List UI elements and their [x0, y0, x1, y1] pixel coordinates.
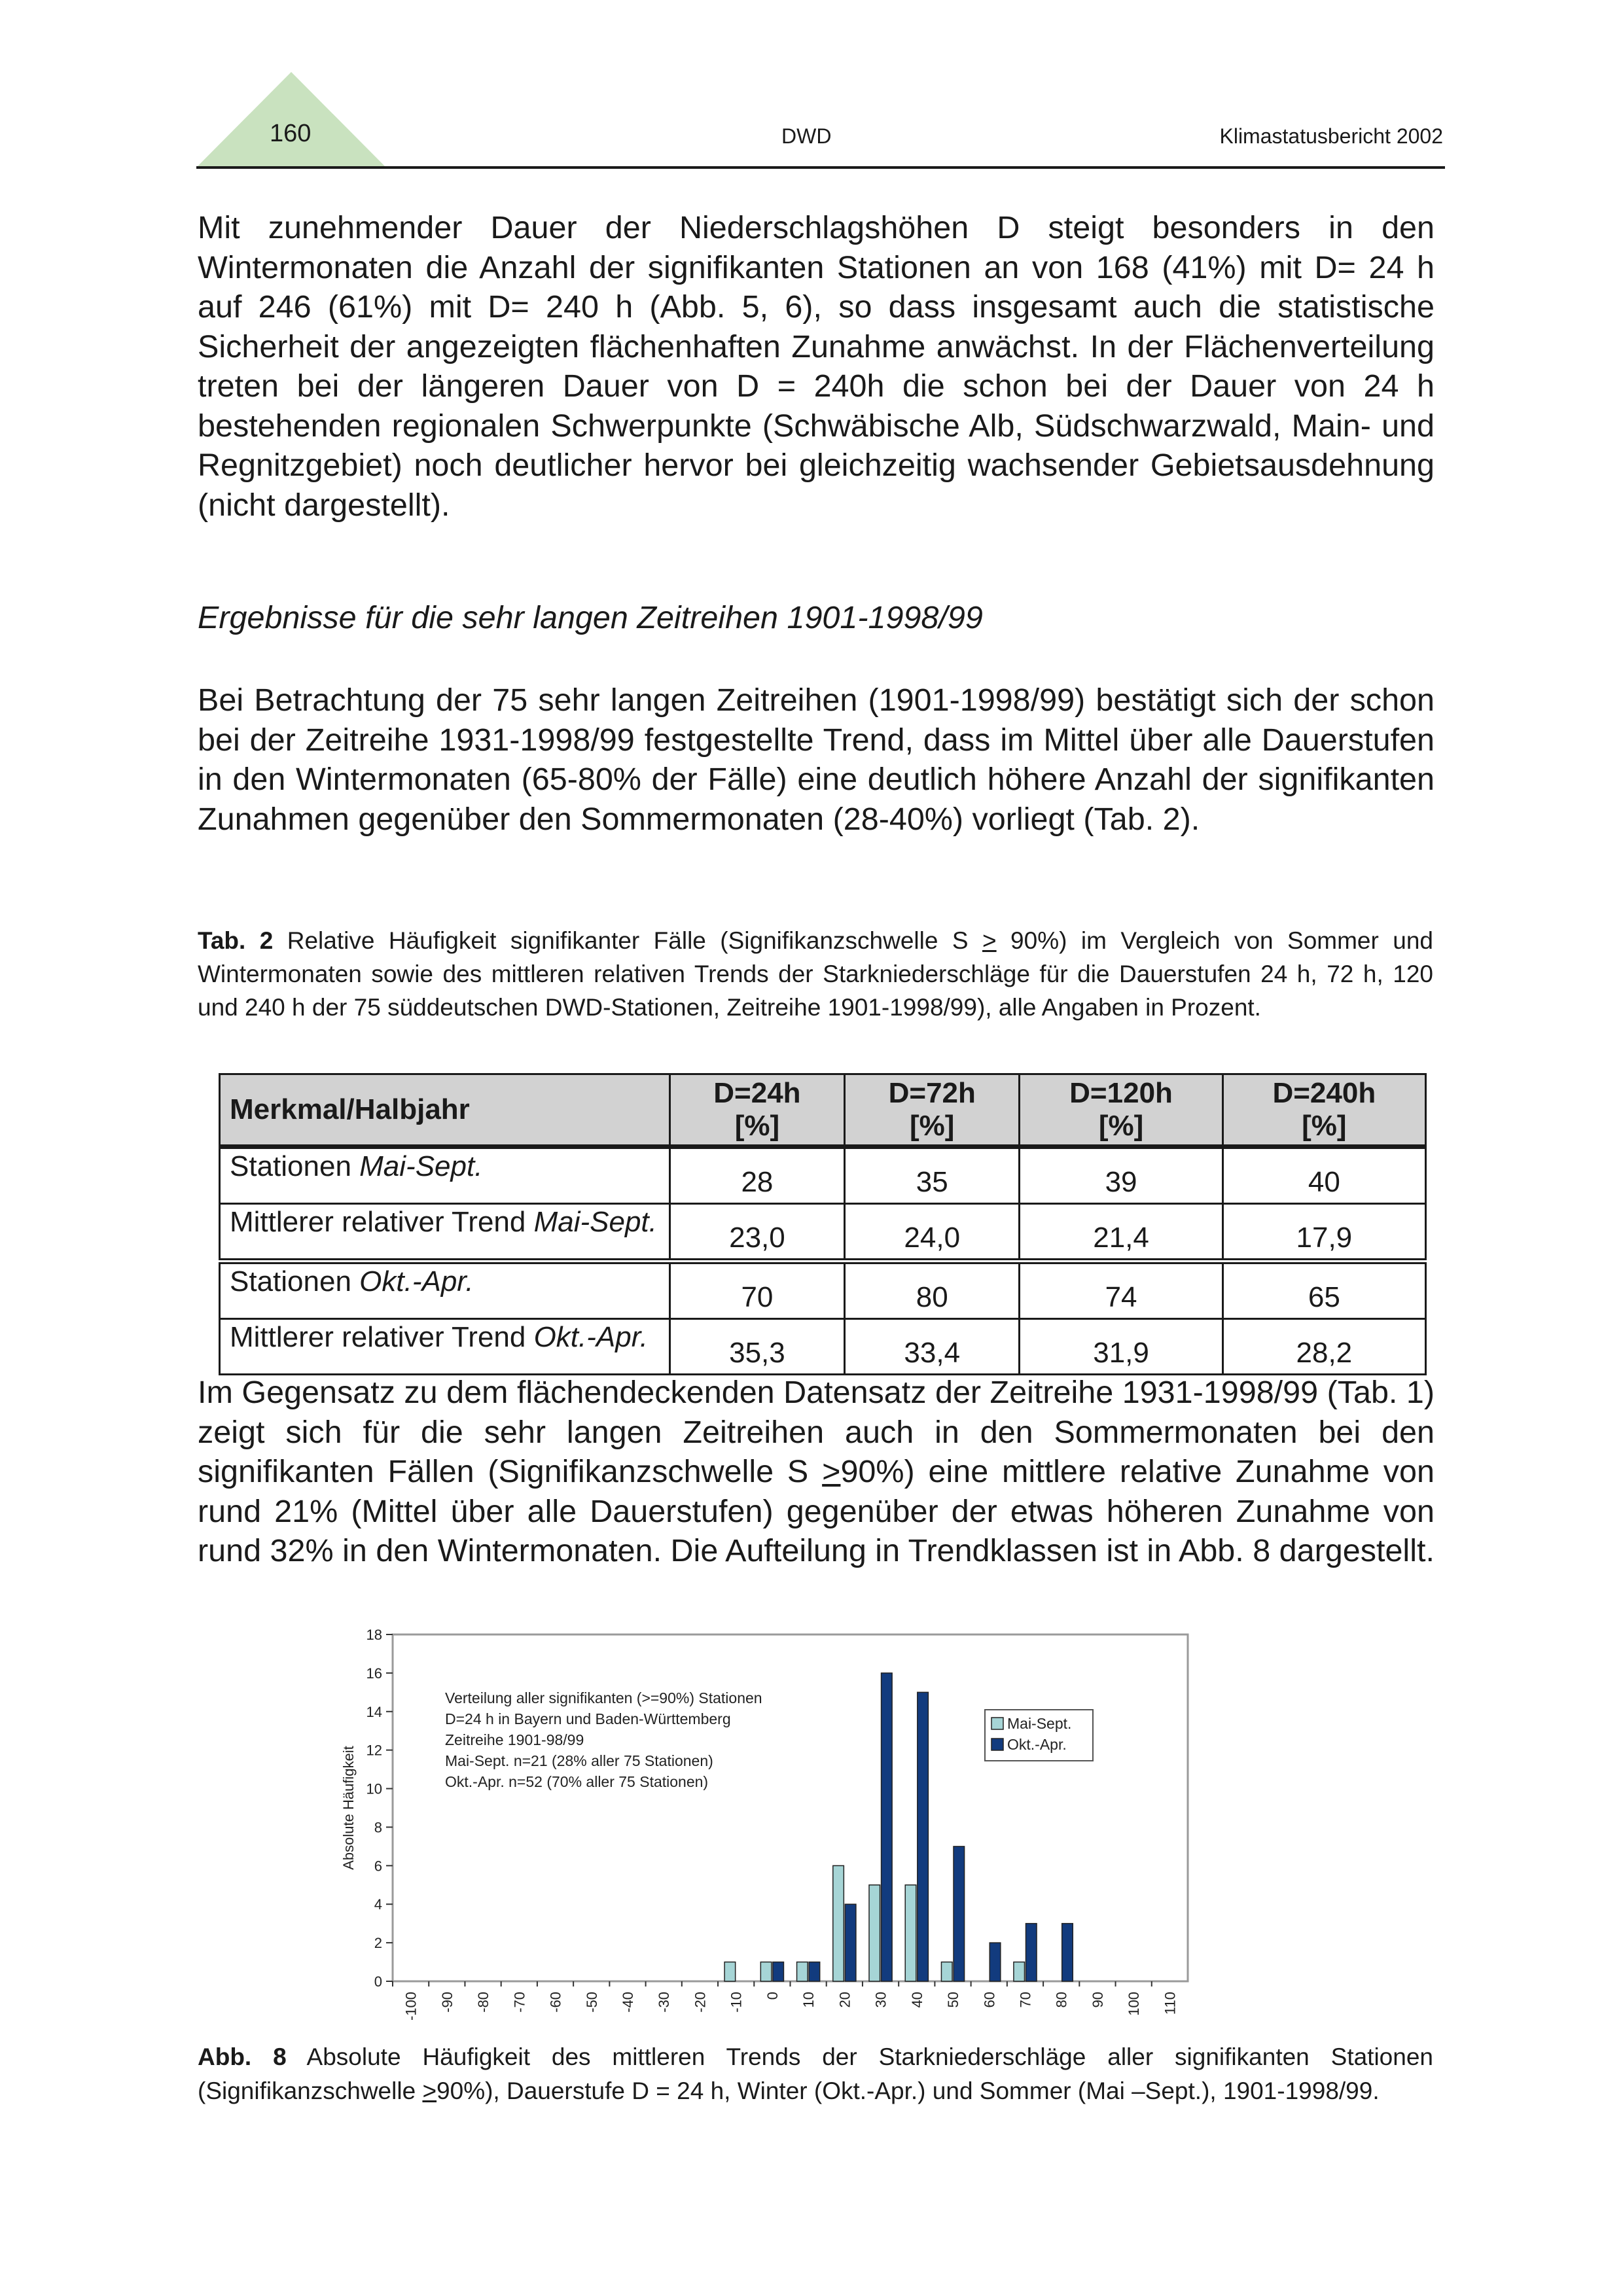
x-tick-label: -20 [692, 1992, 709, 2013]
row-label: Mittlerer relativer Trend Okt.-Apr. [220, 1319, 670, 1375]
table-row [220, 1262, 1426, 1319]
bar-mai-sept [760, 1962, 772, 1981]
section-heading: Ergebnisse für die sehr langen Zeitreihen 1901-1998/99 [198, 600, 983, 635]
paragraph-1: Mit zunehmender Dauer der Niederschlagshöhen D steigt besonders in den Wintermonaten die Anzahl der signifikanten Stationen an von 168 (41%) mit D= 24 h auf 246 (61%) mit D= 240 h (Abb. 5, 6), so dass insgesamt auch die statistische Sicherheit der angezeigten flächenhaften Zunahme anwächst. In der Flächenverteilung treten bei der längeren Dauer von D = 240h die schon bei der Dauer von 24 h bestehenden regionalen Schwerpunkte (Schwäbische Alb, Südschwarzwald, Main- und Regnitzgebiet) noch deutlicher hervor bei gleichzeitig wachsender Gebietsausdehnung (nicht dargestellt). [198, 210, 1435, 523]
bar-okt-apr [809, 1962, 820, 1981]
table-caption [198, 924, 1433, 1024]
row-label: Stationen Okt.-Apr. [220, 1262, 670, 1319]
table-cell: 74 [1020, 1262, 1222, 1319]
greater-equal-sign: > [982, 927, 997, 954]
table-cell: 80 [845, 1262, 1020, 1319]
table-row [220, 1204, 1426, 1262]
header-right: Klimastatusbericht 2002 [1219, 124, 1443, 148]
table-caption-text-2: 90%) im Vergleich von Sommer und Wintermonaten sowie des mittleren relativen Trends der Starkniederschläge für die Dauerstufen 24 h, 72 h, 120 und 240 h der 75 süddeutschen DWD-Stationen, Zeitreihe 1901-1998/99), alle Angaben in Prozent. [198, 927, 1433, 1021]
y-tick-label: 16 [366, 1665, 382, 1682]
legend-swatch [991, 1739, 1003, 1750]
paragraph-3: Im Gegensatz zu dem flächendeckenden Datensatz der Zeitreihe 1931-1998/99 (Tab. 1) zeigt sich für die sehr langen Zeitreihen auch in den Sommermonaten bei den signifikanten Fällen (Signifikanzschwelle S >90%) eine mittlere relative Zunahme von rund 21% (Mittel über alle Dauerstufen) gegenüber der etwas höheren Zunahme von rund 32% in den Wintermonaten. Die Aufteilung in Trendklassen ist in Abb. 8 dargestellt. [198, 1375, 1435, 1568]
x-tick-label: -40 [619, 1992, 636, 2013]
x-tick-label: 70 [1017, 1992, 1034, 2008]
table-cell: 35,3 [669, 1319, 844, 1375]
y-tick-label: 0 [374, 1973, 382, 1990]
table-cell: 65 [1222, 1262, 1425, 1319]
y-tick-label: 12 [366, 1742, 382, 1759]
table-header-d120: D=120h [%] [1020, 1074, 1222, 1147]
table-cell: 28 [669, 1147, 844, 1204]
x-tick-label: -80 [475, 1992, 492, 2013]
chart-annotation-line: D=24 h in Bayern und Baden-Württemberg [445, 1710, 731, 1727]
row-label: Stationen Mai-Sept. [220, 1147, 670, 1204]
y-tick-label: 14 [366, 1703, 382, 1720]
greater-equal-sign: > [422, 2077, 437, 2104]
legend-label: Mai-Sept. [1007, 1715, 1072, 1732]
table-header-d240: D=240h [%] [1222, 1074, 1425, 1147]
x-tick-label: -50 [583, 1992, 600, 2013]
x-tick-label: -70 [511, 1992, 528, 2013]
table-cell: 40 [1222, 1147, 1425, 1204]
x-tick-label: 80 [1053, 1992, 1070, 2008]
table-cell: 24,0 [845, 1204, 1020, 1262]
table-cell: 23,0 [669, 1204, 844, 1262]
table-cell: 21,4 [1020, 1204, 1222, 1262]
table-cell: 70 [669, 1262, 844, 1319]
y-tick-label: 18 [366, 1627, 382, 1643]
bar-okt-apr [845, 1904, 856, 1981]
bar-mai-sept [833, 1865, 844, 1981]
bar-okt-apr [990, 1943, 1001, 1981]
x-tick-label: 110 [1162, 1992, 1179, 2015]
x-tick-label: -90 [438, 1992, 455, 2013]
table-header-d72: D=72h [%] [845, 1074, 1020, 1147]
header-rule [196, 166, 1445, 169]
y-axis-label: Absolute Häufigkeit [340, 1746, 357, 1870]
bar-okt-apr [954, 1846, 965, 1981]
table-cell: 28,2 [1222, 1319, 1425, 1375]
header-center: DWD [781, 124, 832, 148]
chart-annotation-line: Okt.-Apr. n=52 (70% aller 75 Stationen) [445, 1773, 709, 1790]
trend-histogram-chart [334, 1621, 1237, 2027]
table-cell: 39 [1020, 1147, 1222, 1204]
table-cell: 17,9 [1222, 1204, 1425, 1262]
y-tick-label: 10 [366, 1780, 382, 1797]
legend-label: Okt.-Apr. [1007, 1736, 1067, 1753]
legend-swatch [991, 1718, 1003, 1729]
table-cell: 33,4 [845, 1319, 1020, 1375]
bar-okt-apr [918, 1692, 929, 1981]
table-row [220, 1147, 1426, 1204]
table-header-d24: D=24h [%] [669, 1074, 844, 1147]
table-caption-text: Relative Häufigkeit signifikanter Fälle (Signifikanzschwelle S [273, 927, 982, 954]
bar-okt-apr [773, 1962, 784, 1981]
x-tick-label: 50 [945, 1992, 962, 2008]
x-tick-label: 100 [1126, 1992, 1143, 2016]
bar-okt-apr [882, 1673, 893, 1981]
x-tick-label: -30 [656, 1992, 673, 2013]
paragraph-2: Bei Betrachtung der 75 sehr langen Zeitreihen (1901-1998/99) bestätigt sich der schon bei der Zeitreihe 1931-1998/99 festgestellte Trend, dass im Mittel über alle Dauerstufen in den Wintermonaten (65-80% der Fälle) eine deutlich höhere Anzahl der signifikanten Zunahmen gegenüber den Sommermonaten (28-40%) vorliegt (Tab. 2). [198, 682, 1435, 837]
bar-mai-sept [941, 1962, 952, 1981]
x-tick-label: -10 [728, 1992, 745, 2013]
x-tick-label: 0 [764, 1992, 781, 2000]
x-tick-label: -60 [547, 1992, 564, 2013]
bar-okt-apr [1026, 1924, 1037, 1981]
table-cell: 35 [845, 1147, 1020, 1204]
y-tick-label: 6 [374, 1858, 382, 1875]
table-caption-label: Tab. 2 [198, 927, 274, 954]
bar-mai-sept [724, 1962, 736, 1981]
table-row [220, 1319, 1426, 1375]
x-tick-label: 60 [981, 1992, 998, 2008]
chart-annotation-line: Verteilung aller signifikanten (>=90%) Stationen [445, 1689, 762, 1706]
chart-annotation-line: Zeitreihe 1901-98/99 [445, 1731, 584, 1748]
results-table [219, 1073, 1427, 1375]
figure-caption-label: Abb. 8 [198, 2043, 287, 2070]
row-label: Mittlerer relativer Trend Mai-Sept. [220, 1204, 670, 1262]
bar-mai-sept [797, 1962, 808, 1981]
x-tick-label: 90 [1089, 1992, 1106, 2008]
bar-okt-apr [1062, 1924, 1073, 1981]
x-tick-label: 20 [836, 1992, 853, 2008]
bar-mai-sept [1014, 1962, 1025, 1981]
bar-mai-sept [905, 1885, 916, 1981]
y-tick-label: 2 [374, 1935, 382, 1952]
greater-equal-sign: > [822, 1454, 841, 1489]
x-tick-label: -100 [402, 1992, 419, 2021]
x-tick-label: 40 [908, 1992, 925, 2008]
table-cell: 31,9 [1020, 1319, 1222, 1375]
figure-caption: Abb. 8 Absolute Häufigkeit des mittleren Trends der Starkniederschläge aller signifikanten Stationen (Signifikanzschwelle >90%), Dauerstufe D = 24 h, Winter (Okt.-Apr.) und Sommer (Mai –Sept.), 1901-1998/99. [198, 2043, 1433, 2104]
x-tick-label: 10 [800, 1992, 817, 2008]
page-number: 160 [270, 120, 312, 147]
x-tick-label: 30 [872, 1992, 889, 2008]
bar-mai-sept [869, 1885, 880, 1981]
table-header-feature: Merkmal/Halbjahr [220, 1074, 670, 1147]
chart-annotation-line: Mai-Sept. n=21 (28% aller 75 Stationen) [445, 1752, 713, 1769]
y-tick-label: 8 [374, 1819, 382, 1836]
y-tick-label: 4 [374, 1896, 382, 1913]
